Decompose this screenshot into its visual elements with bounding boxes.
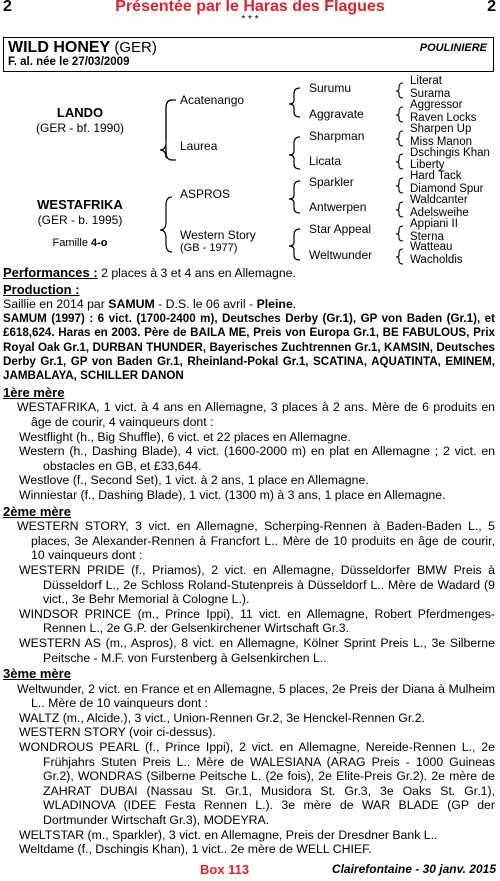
gen4-item: Liberty <box>410 159 445 171</box>
gen3-item: Licata <box>309 154 342 168</box>
gen4-item: Aggressor <box>410 99 463 111</box>
list-item: WELTSTAR (m., Sparkler), 3 vict. en Allemagne, Preis der Dresdner Bank L.. <box>19 827 438 842</box>
page-header <box>0 0 500 30</box>
page-footer <box>0 862 500 880</box>
list-item: WALTZ (m., Alcide.), 3 vict., Union-Rennen Gr.2, 3e Henckel-Rennen Gr.2. <box>19 710 425 725</box>
gen3-item: Antwerpen <box>309 200 367 214</box>
list-item: WONDROUS PEARL (f., Prince Ippi), 2 vict. en Allemagne, Nereide-Rennen L., 2e Frühjahrs Stuten Preis L.. Mère de WALESIANA (ARAG Preis - 1000 Guineas Gr.2), WONDRAS (Silberne Peitsche L. (2e fois), 2e Elite-Preis Gr.2). 2e mère de ZAHRAT DUBAI (Nassau St. Gr.1, Musidora St. Gr.3, 3e Oaks St. Gr.1), WLADINOVA (IDEE Festa Rennen L.). 3e mère de WAR BLADE (GP der Dortmunder Wirtschaft Gr.3), MODEYRA. <box>19 740 495 828</box>
gen4-item: Waldcanter <box>410 194 468 206</box>
list-item: Winniestar (f., Dashing Blade), 1 vict. (1300 m) à 3 ans, 1 place en Allemagne. <box>19 487 446 502</box>
list-item: WESTERN STORY (voir ci-dessus). <box>19 725 216 740</box>
gen2-item: Acatenango <box>180 93 245 107</box>
dam-family: Famille 4-o <box>52 237 108 249</box>
production-line: Saillie en 2014 par SAMUM - D.S. le 06 avril - Pleine. <box>3 297 297 312</box>
gen4-item: Diamond Spur <box>410 183 484 195</box>
horse-role: POULINIERE <box>419 42 487 54</box>
second-dam-title: 2ème mère <box>3 503 71 519</box>
horse-birth: F. al. née le 27/03/2009 <box>8 56 130 68</box>
list-item: WESTERN PRIDE (f., Priamos), 2 vict. en Allemagne, Düsseldorfer BMW Preis à Düsseldorf L., 2e Schloss Roland-Stutenpreis à Düsseldorf L.. Mère de Wadard (9 vict., 3e Behr Memorial à Cologne L.). <box>19 562 495 607</box>
gen4-item: Sterna <box>410 231 444 243</box>
first-dam-intro: WESTAFRIKA, 1 vict. à 4 ans en Allemagne, 3 places à 2 ans. Mère de 6 produits en âge de courir, 4 vainqueurs dont : <box>17 400 495 429</box>
gen4-item: Wacholdis <box>410 254 463 266</box>
gen3-item: Sharpman <box>309 129 365 143</box>
third-dam-title: 3ème mère <box>3 666 71 682</box>
gen2-item: (GB - 1977) <box>180 242 238 254</box>
sale-date: Clairefontaine - 30 janv. 2015 <box>331 862 496 876</box>
gen3-item: Surumu <box>309 81 352 95</box>
gen4-item: Appiani II <box>410 218 458 230</box>
performances: Performances : 2 places à 3 et 4 ans en Allemagne. <box>3 265 296 280</box>
sire-info: (GER - bf. 1990) <box>35 121 125 135</box>
list-item: Western (h., Dashing Blade), 4 vict. (1600-2000 m) en plat en Allemagne ; 2 vict. en obstacles en GB, et £33,644. <box>19 444 495 473</box>
list-item: Westlove (f., Second Set), 1 vict. à 2 ans, 1 place en Allemagne. <box>19 473 369 488</box>
gen3-item: Weltwunder <box>309 248 373 262</box>
gen4-item: Miss Manon <box>410 136 472 148</box>
first-dam-title: 1ère mère <box>3 384 65 400</box>
gen3-item: Sparkler <box>309 175 354 189</box>
gen2-item: Western Story <box>180 228 256 242</box>
gen4-item: Watteau <box>410 241 453 253</box>
gen2-item: Laurea <box>180 139 218 153</box>
gen3-item: Aggravate <box>309 107 364 121</box>
header-title: Présentée par le Haras des Flagues <box>115 0 385 15</box>
dam-name: WESTAFRIKA <box>37 197 123 212</box>
production-title: Production : <box>3 281 80 297</box>
page-number-left: 2 <box>3 0 12 15</box>
sire-name: LANDO <box>56 105 104 120</box>
list-item: WINDSOR PRINCE (m., Prince Ippi), 11 vict. en Allemagne, Robert Pferdmenges-Rennen L., 2e G.P. der Gelsenkirchener Wirtschaft Gr.3. <box>19 606 495 636</box>
gen4-item: Hard Tack <box>410 170 462 182</box>
list-item: Weltdame (f., Dschingis Khan), 1 vict.. 2e mère de WELL CHIEF. <box>19 842 372 857</box>
gen4-item: Literat <box>410 75 442 87</box>
stallion-record: SAMUM (1997) : 6 vict. (1700-2400 m), Deutsches Derby (Gr.1), GP von Baden (Gr.1), et £618,624. Haras en 2003. Père de BAILA ME, Preis von Europa Gr.1, BE FABULOUS, Prix Royal Oak Gr.1, DURBAN THUNDER, Bayerisches Zuchtrennen Gr.1, KAMSIN, Deutsches Derby Gr.1, GP von Baden Gr.1, Rheinland-Pokal Gr.1, SCATINA, AQUATINTA, EMINEM, JAMBALAYA, SCHILLER DANON <box>3 311 495 383</box>
gen4-item: Adelsweihe <box>410 207 469 219</box>
pedigree-chart <box>0 72 500 268</box>
gen4-item: Raven Locks <box>410 112 477 124</box>
horse-title-box <box>3 37 494 72</box>
list-item: WESTERN AS (m., Aspros), 8 vict. en Allemagne, Kölner Sprint Preis L., 3e Silberne Peitsche - M.F. von Furstenberg à Gelsenkirchen L.. <box>19 635 495 665</box>
horse-name: WILD HONEY (GER) <box>8 39 157 56</box>
list-item: Westflight (h., Big Shuffle), 6 vict. et 22 places en Allemagne. <box>19 429 351 444</box>
dam-info: (GER - b. 1995) <box>37 213 123 227</box>
gen4-item: Dschingis Khan <box>410 147 490 159</box>
third-dam-intro: Weltwunder, 2 vict. en France et en Allemagne, 5 places, 2e Preis der Diana à Mulheim L.. Mère de 10 vainqueurs dont : <box>17 681 495 711</box>
page-number-right: 2 <box>487 0 496 15</box>
gen4-item: Surama <box>410 88 451 100</box>
gen3-item: Star Appeal <box>309 222 372 236</box>
box-number: Box 113 <box>200 862 250 877</box>
gen2-item: ASPROS <box>180 187 231 201</box>
catalogue-body <box>3 266 495 857</box>
header-stars: * * * <box>241 14 259 25</box>
gen4-item: Sharpen Up <box>410 123 472 135</box>
second-dam-intro: WESTERN STORY, 3 vict. en Allemagne, Scherping-Rennen à Baden-Baden L., 5 places, 3e Alexander-Rennen à Francfort L.. Mère de 10 produits en âge de courir, 10 vainqueurs dont : <box>17 519 495 563</box>
